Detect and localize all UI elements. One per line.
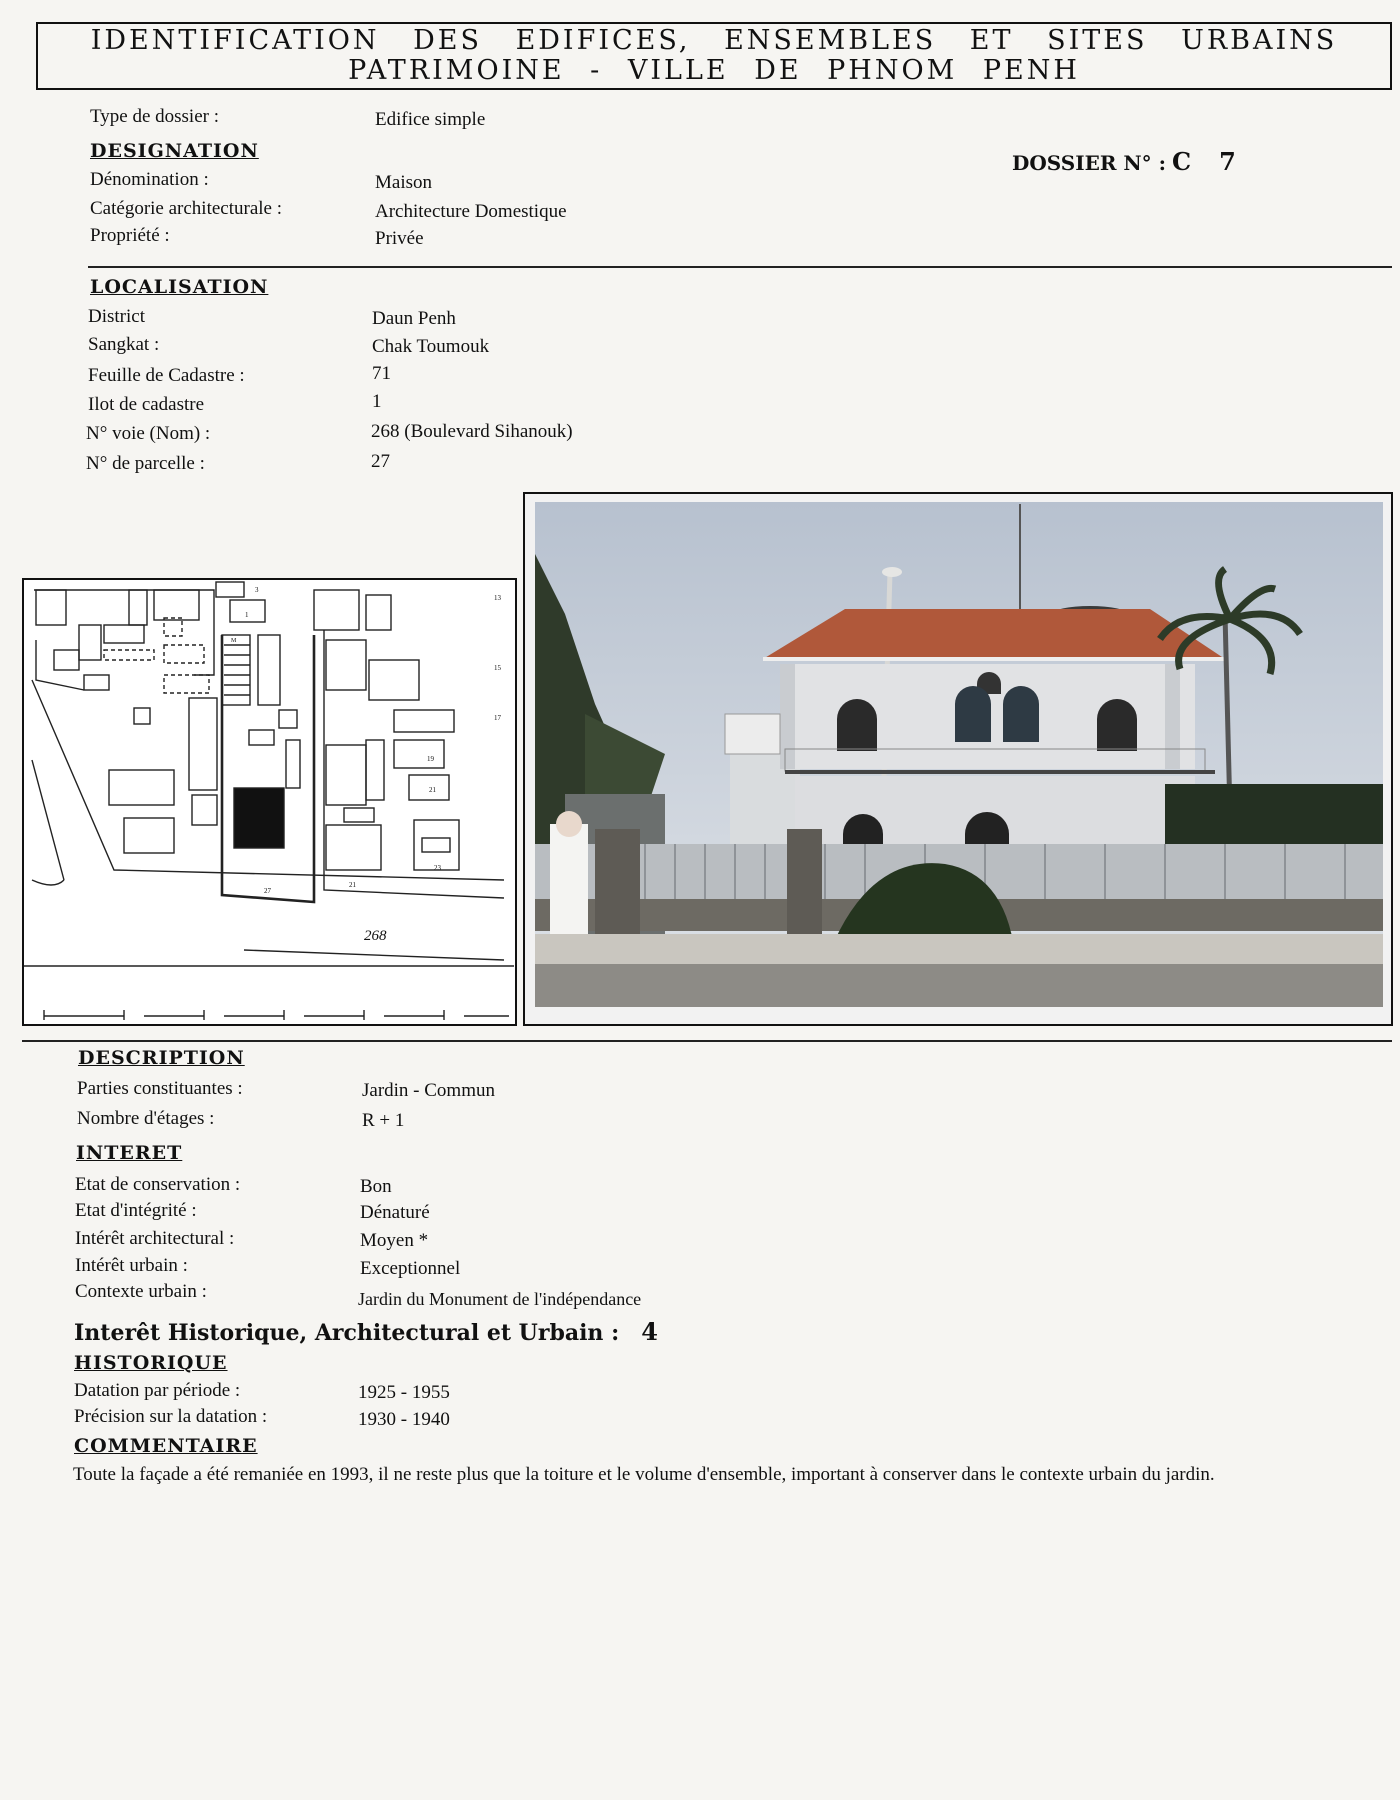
building-photo bbox=[525, 494, 1391, 1024]
commentaire-heading: COMMENTAIRE bbox=[74, 1435, 258, 1457]
interet-value-contexte: Jardin du Monument de l'indépendance bbox=[358, 1289, 642, 1309]
dossier-label: DOSSIER N° : bbox=[1012, 151, 1167, 175]
localisation-label-parcelle: N° de parcelle : bbox=[86, 453, 205, 474]
dossier-num: 7 bbox=[1219, 147, 1236, 176]
building-photo-frame bbox=[523, 492, 1393, 1026]
interet-value-conservation: Bon bbox=[360, 1176, 392, 1197]
localisation-label-feuille: Feuille de Cadastre : bbox=[88, 365, 245, 386]
designation-label-propriete: Propriété : bbox=[90, 225, 170, 246]
historique-value-precision: 1930 - 1940 bbox=[358, 1409, 450, 1430]
synthesis-score: 4 bbox=[641, 1317, 658, 1346]
localisation-value-sangkat: Chak Toumouk bbox=[372, 336, 490, 357]
divider-designation bbox=[88, 266, 1392, 268]
type-dossier-label: Type de dossier : bbox=[90, 106, 220, 127]
designation-value-propriete: Privée bbox=[375, 228, 424, 249]
localisation-value-district: Daun Penh bbox=[372, 308, 456, 329]
plan-parcel-label: 19 bbox=[427, 755, 434, 763]
localisation-label-district: District bbox=[88, 306, 145, 327]
divider-images bbox=[22, 1040, 1392, 1042]
historique-value-periode: 1925 - 1955 bbox=[358, 1382, 450, 1403]
plan-parcel-label: 3 bbox=[255, 586, 259, 594]
dossier-number bbox=[1012, 147, 1236, 176]
localisation-label-ilot: Ilot de cadastre bbox=[88, 394, 205, 415]
interet-synthesis bbox=[74, 1317, 658, 1346]
historique-label-precision: Précision sur la datation : bbox=[74, 1406, 268, 1427]
description-value-etages: R + 1 bbox=[362, 1110, 405, 1131]
commentaire-text: Toute la façade a été remaniée en 1993, il ne reste plus que la toiture et le volume d'ensemble, important à conserver dans le contexte urbain du jardin. bbox=[73, 1464, 1215, 1485]
interet-value-urbain: Exceptionnel bbox=[360, 1258, 461, 1279]
localisation-value-ilot: 1 bbox=[372, 391, 382, 412]
localisation-heading: LOCALISATION bbox=[90, 276, 269, 298]
localisation-label-voie: N° voie (Nom) : bbox=[86, 423, 211, 444]
plan-parcel-label: 1 bbox=[245, 611, 249, 619]
plan-parcel-label: 21 bbox=[349, 881, 356, 889]
designation-label-categorie: Catégorie architecturale : bbox=[90, 198, 283, 219]
plan-parcel-label: 17 bbox=[494, 714, 501, 722]
interet-label-urbain: Intérêt urbain : bbox=[75, 1255, 188, 1276]
interet-label-contexte: Contexte urbain : bbox=[75, 1281, 207, 1302]
document-title-line-1: IDENTIFICATION DES EDIFICES, ENSEMBLES ET SITES URBAINS bbox=[90, 25, 1338, 56]
plan-street-number: 268 bbox=[364, 928, 387, 944]
designation-value-categorie: Architecture Domestique bbox=[375, 201, 567, 222]
localisation-value-feuille: 71 bbox=[372, 363, 391, 384]
synthesis-label: Interêt Historique, Architectural et Urbain : bbox=[74, 1320, 620, 1346]
type-dossier-value: Edifice simple bbox=[375, 109, 486, 130]
plan-parcel-label: 15 bbox=[494, 664, 501, 672]
description-value-parties: Jardin - Commun bbox=[362, 1080, 495, 1101]
interet-value-integrite: Dénaturé bbox=[360, 1202, 430, 1223]
designation-heading: DESIGNATION bbox=[90, 140, 259, 162]
interet-label-integrite: Etat d'intégrité : bbox=[75, 1200, 197, 1221]
cadastral-plan-map bbox=[24, 580, 515, 1024]
historique-heading: HISTORIQUE bbox=[74, 1352, 228, 1374]
dossier-letter: C bbox=[1172, 147, 1192, 176]
document-title-line-2: PATRIMOINE - VILLE DE PHNOM PENH bbox=[348, 55, 1080, 86]
description-label-parties: Parties constituantes : bbox=[77, 1078, 243, 1099]
interet-value-architectural: Moyen * bbox=[360, 1230, 429, 1251]
interet-label-conservation: Etat de conservation : bbox=[75, 1174, 241, 1195]
localisation-value-voie: 268 (Boulevard Sihanouk) bbox=[371, 421, 573, 442]
plan-parcel-label: 13 bbox=[494, 594, 501, 602]
plan-parcel-label: M bbox=[231, 638, 237, 644]
historique-label-periode: Datation par période : bbox=[74, 1380, 241, 1401]
localisation-value-parcelle: 27 bbox=[371, 451, 390, 472]
plan-parcel-label: 21 bbox=[429, 786, 436, 794]
description-heading: DESCRIPTION bbox=[78, 1047, 245, 1069]
designation-value-denomination: Maison bbox=[375, 172, 432, 193]
document-title-box bbox=[36, 22, 1392, 90]
localisation-label-sangkat: Sangkat : bbox=[88, 334, 160, 355]
cadastral-plan-frame bbox=[22, 578, 517, 1026]
plan-parcel-label: 27 bbox=[264, 887, 271, 895]
interet-label-architectural: Intérêt architectural : bbox=[75, 1228, 235, 1249]
designation-label-denomination: Dénomination : bbox=[90, 169, 209, 190]
description-label-etages: Nombre d'étages : bbox=[77, 1108, 215, 1129]
plan-parcel-label: 23 bbox=[434, 864, 441, 872]
interet-heading: INTERET bbox=[76, 1142, 183, 1164]
